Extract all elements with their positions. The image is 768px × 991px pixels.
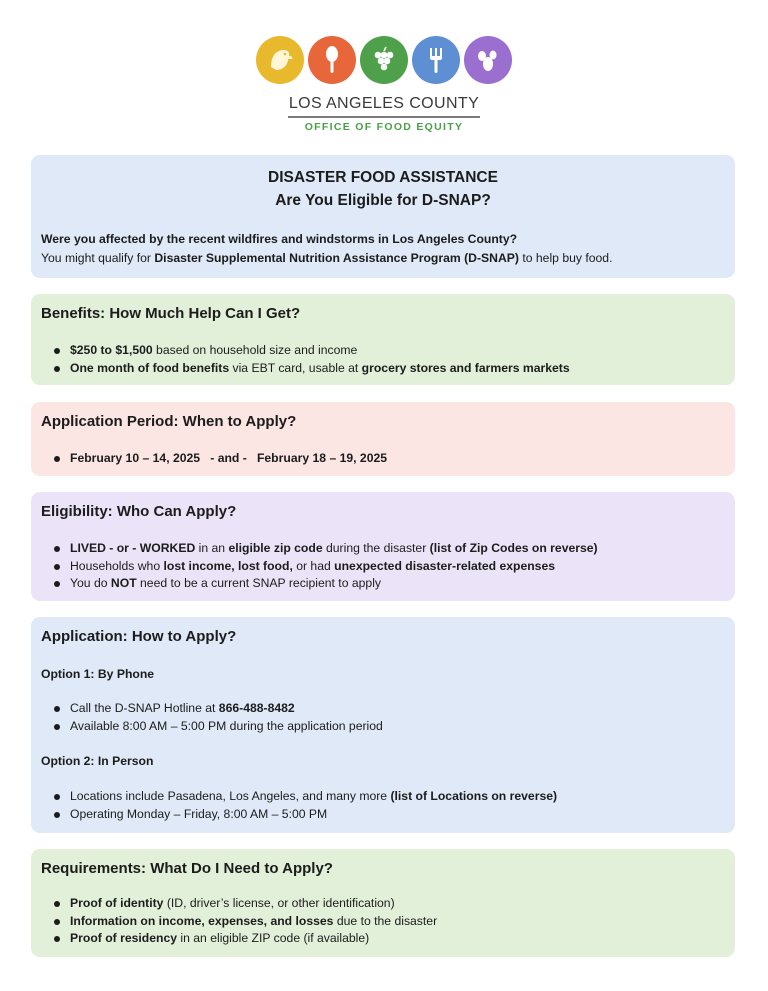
list-item: Proof of identity (ID, driver’s license, or other identification) (52, 895, 437, 913)
list-item: February 10 – 14, 2025 - and - February 18 – 19, 2025 (52, 450, 387, 468)
option-phone-heading: Option 1: By Phone (41, 667, 155, 681)
eligibility-section (31, 492, 735, 601)
option-in-person-heading: Option 2: In Person (41, 754, 154, 768)
list-item: Proof of residency in an eligible ZIP code (if available) (52, 930, 437, 948)
list-item: Households who lost income, lost food, or had unexpected disaster-related expenses (52, 558, 598, 576)
period-section (31, 402, 735, 476)
period-heading: Application Period: When to Apply? (41, 413, 297, 430)
eligibility-list (52, 540, 598, 593)
in-person-list (52, 788, 557, 823)
county-logo (0, 36, 768, 133)
bird-icon (256, 36, 304, 84)
fork-icon (412, 36, 460, 84)
cactus-icon (464, 36, 512, 84)
intro-section (31, 155, 735, 278)
list-item: Information on income, expenses, and losses due to the disaster (52, 913, 437, 931)
benefits-list (52, 342, 570, 377)
application-heading: Application: How to Apply? (41, 628, 237, 645)
requirements-heading: Requirements: What Do I Need to Apply? (41, 860, 333, 877)
intro-qualify: You might qualify for Disaster Supplemental Nutrition Assistance Program (D-SNAP) to help buy food. (41, 251, 613, 265)
requirements-list (52, 895, 437, 948)
org-office: OFFICE OF FOOD EQUITY (304, 121, 464, 133)
benefits-heading: Benefits: How Much Help Can I Get? (41, 305, 301, 322)
list-item: Available 8:00 AM – 5:00 PM during the application period (52, 718, 383, 736)
phone-list (52, 700, 383, 735)
grapes-icon (360, 36, 408, 84)
intro-subtitle: Are You Eligible for D-SNAP? (275, 192, 491, 209)
logo-divider (288, 116, 480, 118)
list-item: Locations include Pasadena, Los Angeles, and many more (list of Locations on reverse) (52, 788, 557, 806)
logo-icon-row (0, 36, 768, 86)
period-list (52, 450, 387, 468)
org-name: LOS ANGELES COUNTY (288, 95, 480, 112)
intro-question: Were you affected by the recent wildfires and windstorms in Los Angeles County? (41, 232, 518, 246)
list-item: You do NOT need to be a current SNAP recipient to apply (52, 575, 598, 593)
application-section (31, 617, 735, 833)
eligibility-heading: Eligibility: Who Can Apply? (41, 503, 237, 520)
requirements-section (31, 849, 735, 957)
list-item: Operating Monday – Friday, 8:00 AM – 5:00 PM (52, 806, 557, 824)
benefits-section (31, 294, 735, 385)
list-item: LIVED - or - WORKED in an eligible zip code during the disaster (list of Zip Codes on reverse) (52, 540, 598, 558)
list-item: Call the D-SNAP Hotline at 866-488-8482 (52, 700, 383, 718)
list-item: One month of food benefits via EBT card, usable at grocery stores and farmers markets (52, 360, 570, 378)
list-item: $250 to $1,500 based on household size and income (52, 342, 570, 360)
spoon-icon (308, 36, 356, 84)
intro-title: DISASTER FOOD ASSISTANCE (268, 169, 498, 186)
